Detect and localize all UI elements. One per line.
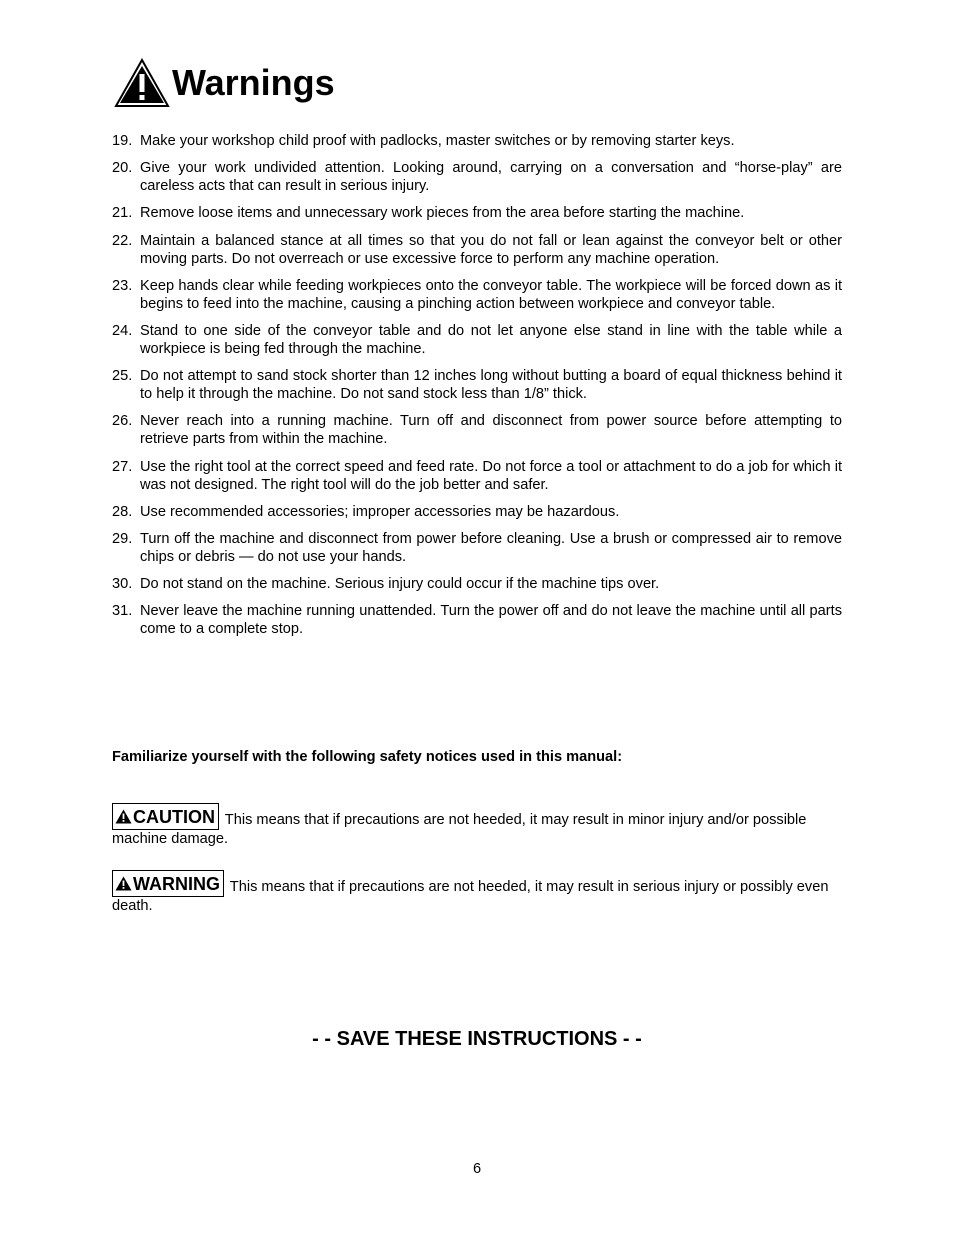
warning-notice: [112, 870, 842, 915]
warning-badge: [112, 870, 224, 897]
item-text: Never reach into a running machine. Turn off and disconnect from power source before attempting to retrieve parts from within the machine.: [140, 413, 842, 448]
list-item: [112, 575, 842, 593]
item-text: Maintain a balanced stance at all times so that you do not fall or lean against the conveyor belt or other moving parts. Do not overreach or use excessive force to perform any machine operation.: [140, 232, 842, 267]
item-number: 21.: [112, 205, 133, 222]
page-header: [114, 58, 335, 108]
item-number: 27.: [112, 458, 133, 475]
caution-badge: [112, 803, 219, 830]
item-text: Make your workshop child proof with padlocks, master switches or by removing starter keys.: [140, 133, 735, 149]
item-number: 31.: [112, 603, 133, 620]
warning-triangle-small-icon: [115, 876, 132, 891]
page-number: 6: [472, 1161, 482, 1177]
list-item: [112, 232, 842, 268]
familiarize-heading: Familiarize yourself with the following safety notices used in this manual:: [112, 749, 623, 765]
item-number: 28.: [112, 503, 133, 520]
list-item: [112, 458, 842, 494]
list-item: [112, 204, 842, 222]
item-text: Keep hands clear while feeding workpieces onto the conveyor table. The workpiece will be forced down as it begins to feed into the machine, causing a pinching action between workpiece and conveyor table.: [140, 277, 842, 312]
caution-triangle-icon: [115, 809, 132, 824]
save-instructions-heading: - - SAVE THESE INSTRUCTIONS - -: [312, 1028, 642, 1050]
item-text: Turn off the machine and disconnect from power before cleaning. Use a brush or compressed air to remove chips or debris — do not use your hands.: [140, 530, 842, 565]
item-text: Remove loose items and unnecessary work pieces from the area before starting the machine.: [140, 205, 745, 222]
item-number: 30.: [112, 576, 133, 593]
item-number: 22.: [112, 232, 133, 249]
caution-label: CAUTION: [133, 806, 215, 827]
item-number: 26.: [112, 413, 133, 430]
list-item: [112, 412, 842, 448]
item-text: Give your work undivided attention. Looking around, carrying on a conversation and “horse-play” are careless acts that can result in serious injury.: [140, 160, 842, 195]
list-item: [112, 602, 842, 638]
item-text: Use the right tool at the correct speed and feed rate. Do not force a tool or attachment to do a job for which it was not designed. The right tool will do the job better and safer.: [140, 458, 842, 493]
item-number: 25.: [112, 368, 133, 385]
item-text: Do not attempt to sand stock shorter than 12 inches long without butting a board of equal thickness behind it to help it through the machine. Do not sand stock less than 1/8” thick.: [140, 368, 842, 403]
list-item: [112, 530, 842, 566]
item-text: Never leave the machine running unattended. Turn the power off and do not leave the machine until all parts come to a complete stop.: [140, 603, 842, 638]
list-item: [112, 132, 842, 150]
item-text: Do not stand on the machine. Serious injury could occur if the machine tips over.: [140, 576, 660, 593]
caution-notice: [112, 803, 842, 848]
item-number: 24.: [112, 322, 133, 339]
warnings-list: [112, 132, 842, 647]
item-number: 29.: [112, 530, 133, 547]
item-text: Use recommended accessories; improper accessories may be hazardous.: [140, 503, 620, 520]
list-item: [112, 367, 842, 403]
warning-triangle-icon: [114, 58, 170, 108]
item-text: Stand to one side of the conveyor table and do not let anyone else stand in line with the table while a workpiece is being fed through the machine.: [140, 322, 842, 357]
warning-text: This means that if precautions are not heeded, it may result in serious injury or possibly even death.: [112, 879, 829, 914]
item-number: 19.: [112, 133, 133, 149]
warning-label: WARNING: [133, 873, 220, 894]
item-number: 23.: [112, 277, 133, 294]
item-number: 20.: [112, 160, 133, 177]
list-item: [112, 277, 842, 313]
list-item: [112, 322, 842, 358]
page-title: Warnings: [172, 62, 335, 103]
caution-text: This means that if precautions are not heeded, it may result in minor injury and/or possible machine damage.: [112, 812, 807, 847]
list-item: [112, 503, 842, 521]
list-item: [112, 159, 842, 195]
